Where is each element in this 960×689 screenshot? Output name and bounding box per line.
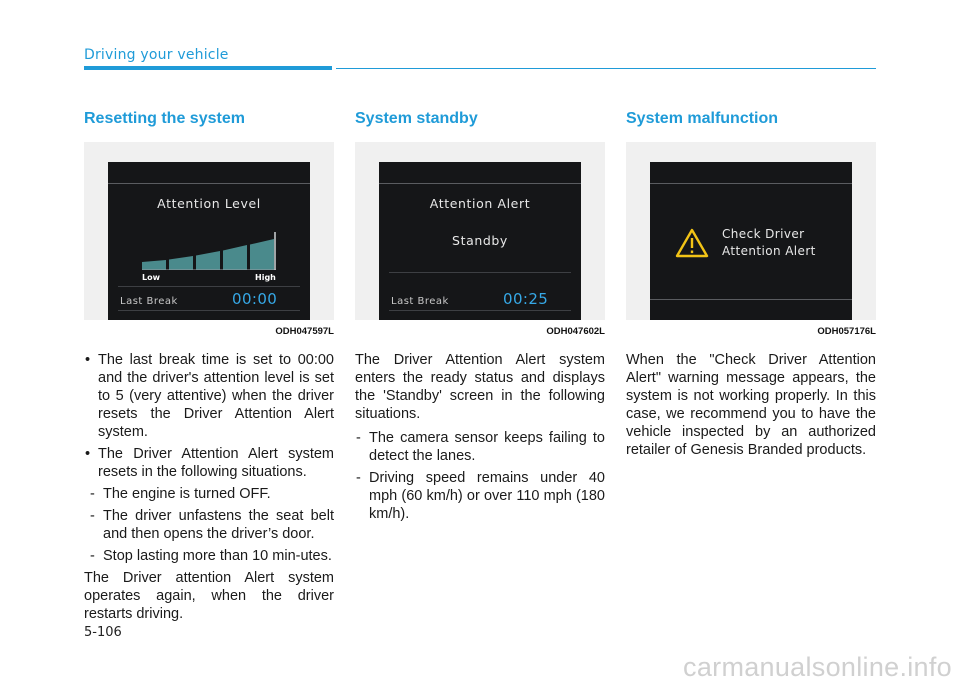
header-rule-thin [336,68,876,69]
closing-paragraph: The Driver attention Alert system operates again, when the driver restarts driving. [84,570,334,622]
intro-paragraph: The Driver Attention Alert system enters the ready status and displays the 'Standby' screen in the following situations. [355,352,605,422]
body-text [626,351,876,459]
screen-divider-top [650,183,852,184]
attention-level-bar-1 [142,260,166,270]
last-break-label: Last Break [120,296,178,307]
last-break-time: 00:00 [232,290,278,308]
warning-message [722,226,816,260]
scale-high-label: High [255,273,276,282]
attention-level-graph [142,230,276,270]
cluster-screen [108,162,310,320]
warning-triangle-icon [675,228,709,258]
watermark: carmanualsonline.info [683,652,952,682]
sub-item: - The driver unfastens the seat belt and then opens the driver’s door. [90,508,334,542]
section-heading: Resetting the system [84,110,245,127]
screen-divider-bottom [118,286,300,287]
page-number: 5-106 [84,625,122,640]
cluster-screen [650,162,852,320]
figure-standby [355,142,605,320]
column-standby [355,110,605,527]
malfunction-paragraph: When the "Check Driver Attention Alert" warning message appears, the system is not working properly. In this case, we recommend you to have the vehicle inspected by an authorized retailer of Genesis Branded products. [626,352,876,458]
figure-code: ODH057176L [817,326,876,337]
attention-level-bar-5 [250,239,274,270]
sub-item: - The engine is turned OFF. [90,486,271,502]
bullet-item: • The Driver Attention Alert system resets in the following situations. [85,446,334,480]
last-break-underline [118,310,300,311]
header-rule-thick [84,66,332,70]
last-break-label: Last Break [391,296,449,307]
warning-message-line2: Attention Alert [722,244,816,258]
figure-code: ODH047602L [546,326,605,337]
screen-title: Attention Level [157,196,261,211]
dash-item: - Driving speed remains under 40 mph (60 km/h) or over 110 mph (180 km/h). [356,470,605,522]
cluster-screen [379,162,581,320]
body-text [84,351,334,623]
figure-code: ODH047597L [275,326,334,337]
figure-malfunction [626,142,876,320]
section-header-title: Driving your vehicle [84,47,229,63]
screen-divider-top [108,183,310,184]
standby-status: Standby [452,233,508,248]
warning-message-line1: Check Driver [722,227,805,241]
attention-level-bar-2 [169,256,193,270]
sub-item: - Stop lasting more than 10 min-utes. [90,548,332,564]
bullet-item: • The last break time is set to 00:00 and the driver's attention level is set to 5 (very attentive) when the driver resets the Driver Attention Alert system. [85,352,334,440]
section-heading: System standby [355,110,478,127]
column-resetting [84,110,334,629]
screen-divider-top [379,183,581,184]
last-break-time: 00:25 [503,290,549,308]
body-text [355,351,605,523]
scale-low-label: Low [142,273,160,282]
dash-item: - The camera sensor keeps failing to detect the lanes. [356,430,605,464]
screen-divider-bottom [389,272,571,273]
screen-title: Attention Alert [429,196,531,211]
last-break-underline [389,310,571,311]
screen-divider-bottom [650,299,852,300]
section-heading: System malfunction [626,110,779,127]
column-malfunction [626,110,876,465]
attention-level-bar-4 [223,245,247,270]
attention-level-bar-3 [196,251,220,270]
figure-attention-level [84,142,334,320]
